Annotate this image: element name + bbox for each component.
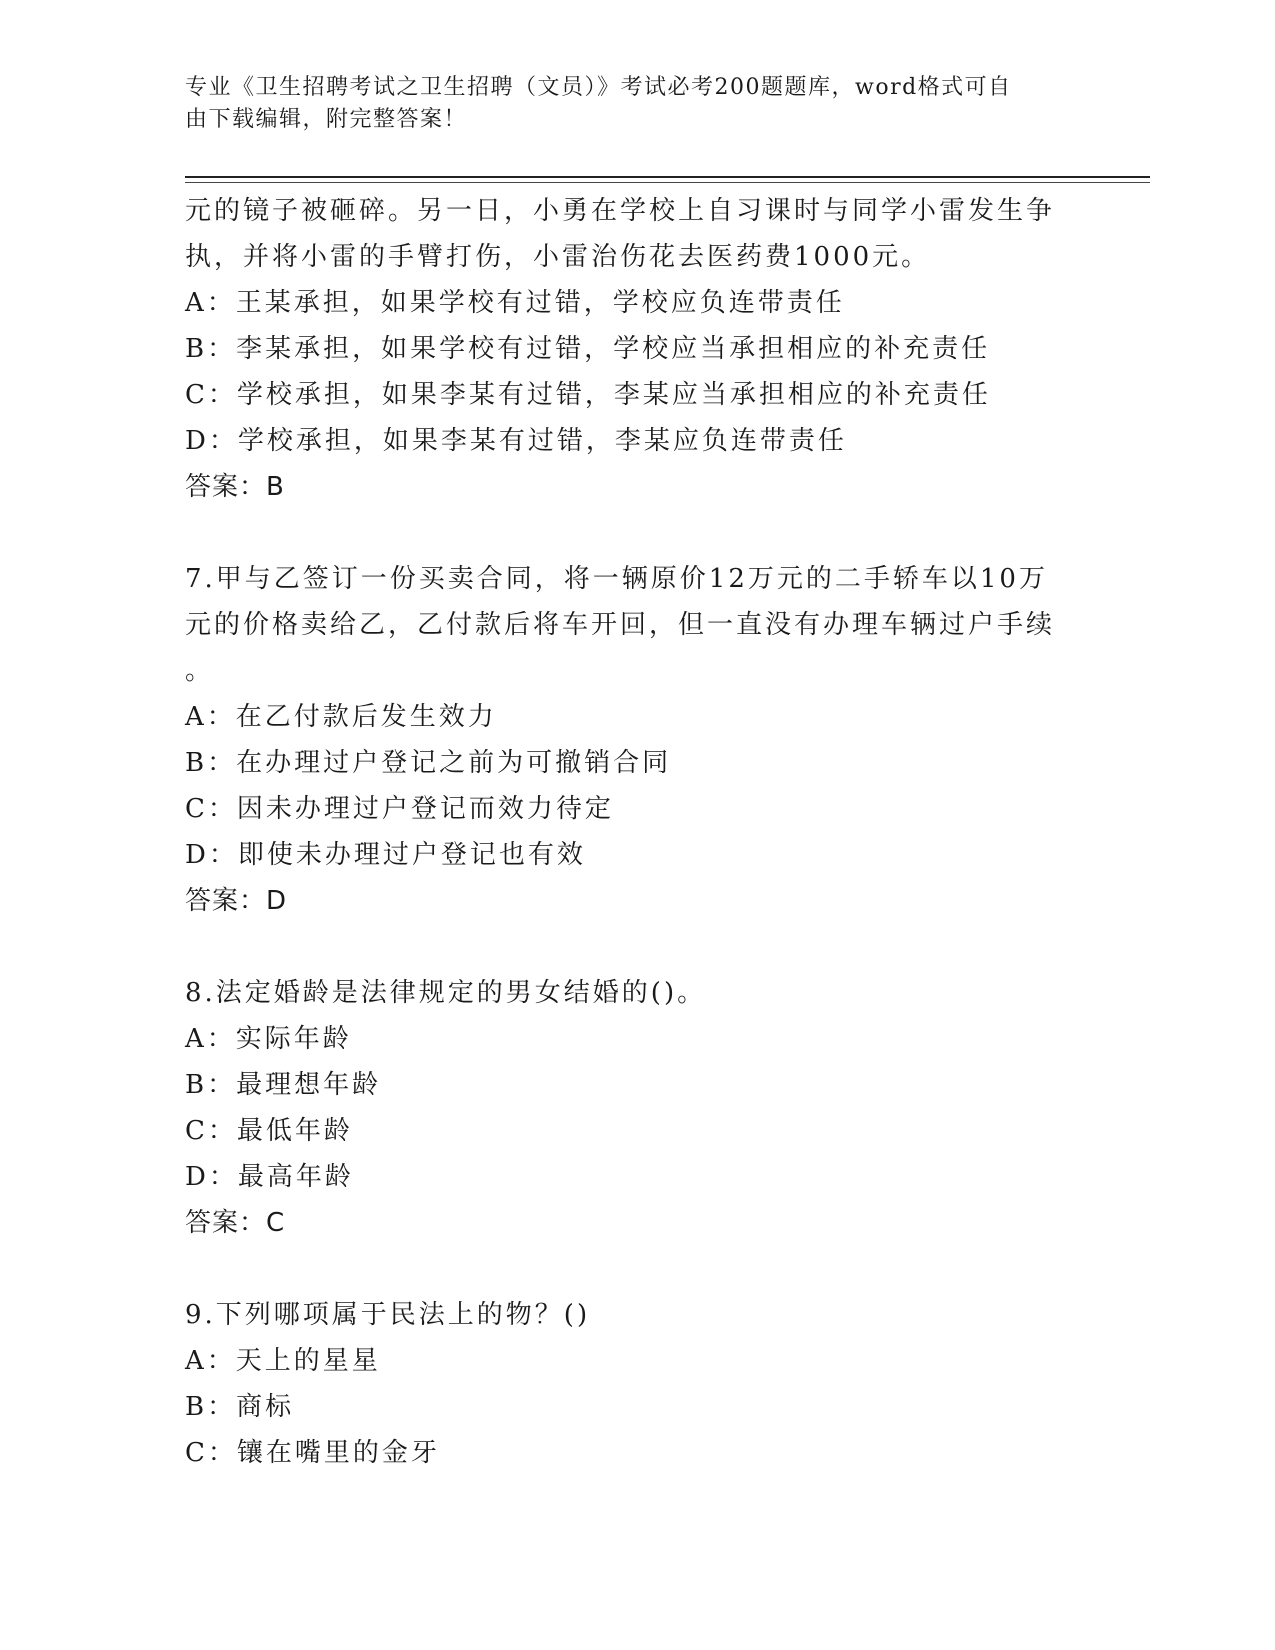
question-8 xyxy=(185,970,1065,1246)
question-8-option-d: D：最高年龄 xyxy=(185,1162,354,1192)
spacer xyxy=(185,1246,1065,1292)
question-7-option-a: A：在乙付款后发生效力 xyxy=(185,702,497,732)
question-8-option-a: A：实际年龄 xyxy=(185,1024,352,1054)
question-7-text-2: 元的价格卖给乙，乙付款后将车开回，但一直没有办理车辆过户手续 xyxy=(185,610,1056,640)
question-6-option-a: A：王某承担，如果学校有过错，学校应负连带责任 xyxy=(185,288,845,318)
question-7-answer: 答案：D xyxy=(185,886,288,916)
question-7-text-3: 。 xyxy=(185,656,215,686)
question-9-option-c: C：镶在嘴里的金牙 xyxy=(185,1438,440,1468)
question-7-text-1: 7.甲与乙签订一份买卖合同，将一辆原价12万元的二手轿车以10万 xyxy=(185,564,1048,594)
question-8-text-1: 8.法定婚龄是法律规定的男女结婚的()。 xyxy=(185,978,707,1008)
question-6-option-c: C：学校承担，如果李某有过错，李某应当承担相应的补充责任 xyxy=(185,380,991,410)
question-7 xyxy=(185,556,1065,924)
document-body xyxy=(185,188,1065,1476)
question-7-option-b: B：在办理过户登记之前为可撤销合同 xyxy=(185,748,672,778)
question-9-text-1: 9.下列哪项属于民法上的物？() xyxy=(185,1300,591,1330)
question-9-option-a: A：天上的星星 xyxy=(185,1346,381,1376)
spacer xyxy=(185,510,1065,556)
question-8-answer: 答案：C xyxy=(185,1208,286,1238)
header-line-1: 专业《卫生招聘考试之卫生招聘（文员）》考试必考200题题库，word格式可自 xyxy=(185,75,1012,100)
question-9-option-b: B：商标 xyxy=(185,1392,295,1422)
question-6-text-1: 元的镜子被砸碎。另一日，小勇在学校上自习课时与同学小雷发生争 xyxy=(185,196,1056,226)
question-6-option-b: B：李某承担，如果学校有过错，学校应当承担相应的补充责任 xyxy=(185,334,991,364)
header-rule-thin xyxy=(185,182,1150,183)
question-6-answer: 答案：B xyxy=(185,472,285,502)
question-7-option-d: D：即使未办理过户登记也有效 xyxy=(185,840,586,870)
question-8-option-b: B：最理想年龄 xyxy=(185,1070,382,1100)
question-6-option-d: D：学校承担，如果李某有过错，李某应负连带责任 xyxy=(185,426,847,456)
spacer xyxy=(185,924,1065,970)
header-line-2: 由下载编辑，附完整答案！ xyxy=(185,107,468,132)
question-9 xyxy=(185,1292,1065,1476)
header-rule-thick xyxy=(185,176,1150,178)
question-7-option-c: C：因未办理过户登记而效力待定 xyxy=(185,794,614,824)
document-header xyxy=(185,72,1085,136)
question-6 xyxy=(185,188,1065,510)
question-6-text-2: 执，并将小雷的手臂打伤，小雷治伤花去医药费1000元。 xyxy=(185,242,931,272)
question-8-option-c: C：最低年龄 xyxy=(185,1116,353,1146)
